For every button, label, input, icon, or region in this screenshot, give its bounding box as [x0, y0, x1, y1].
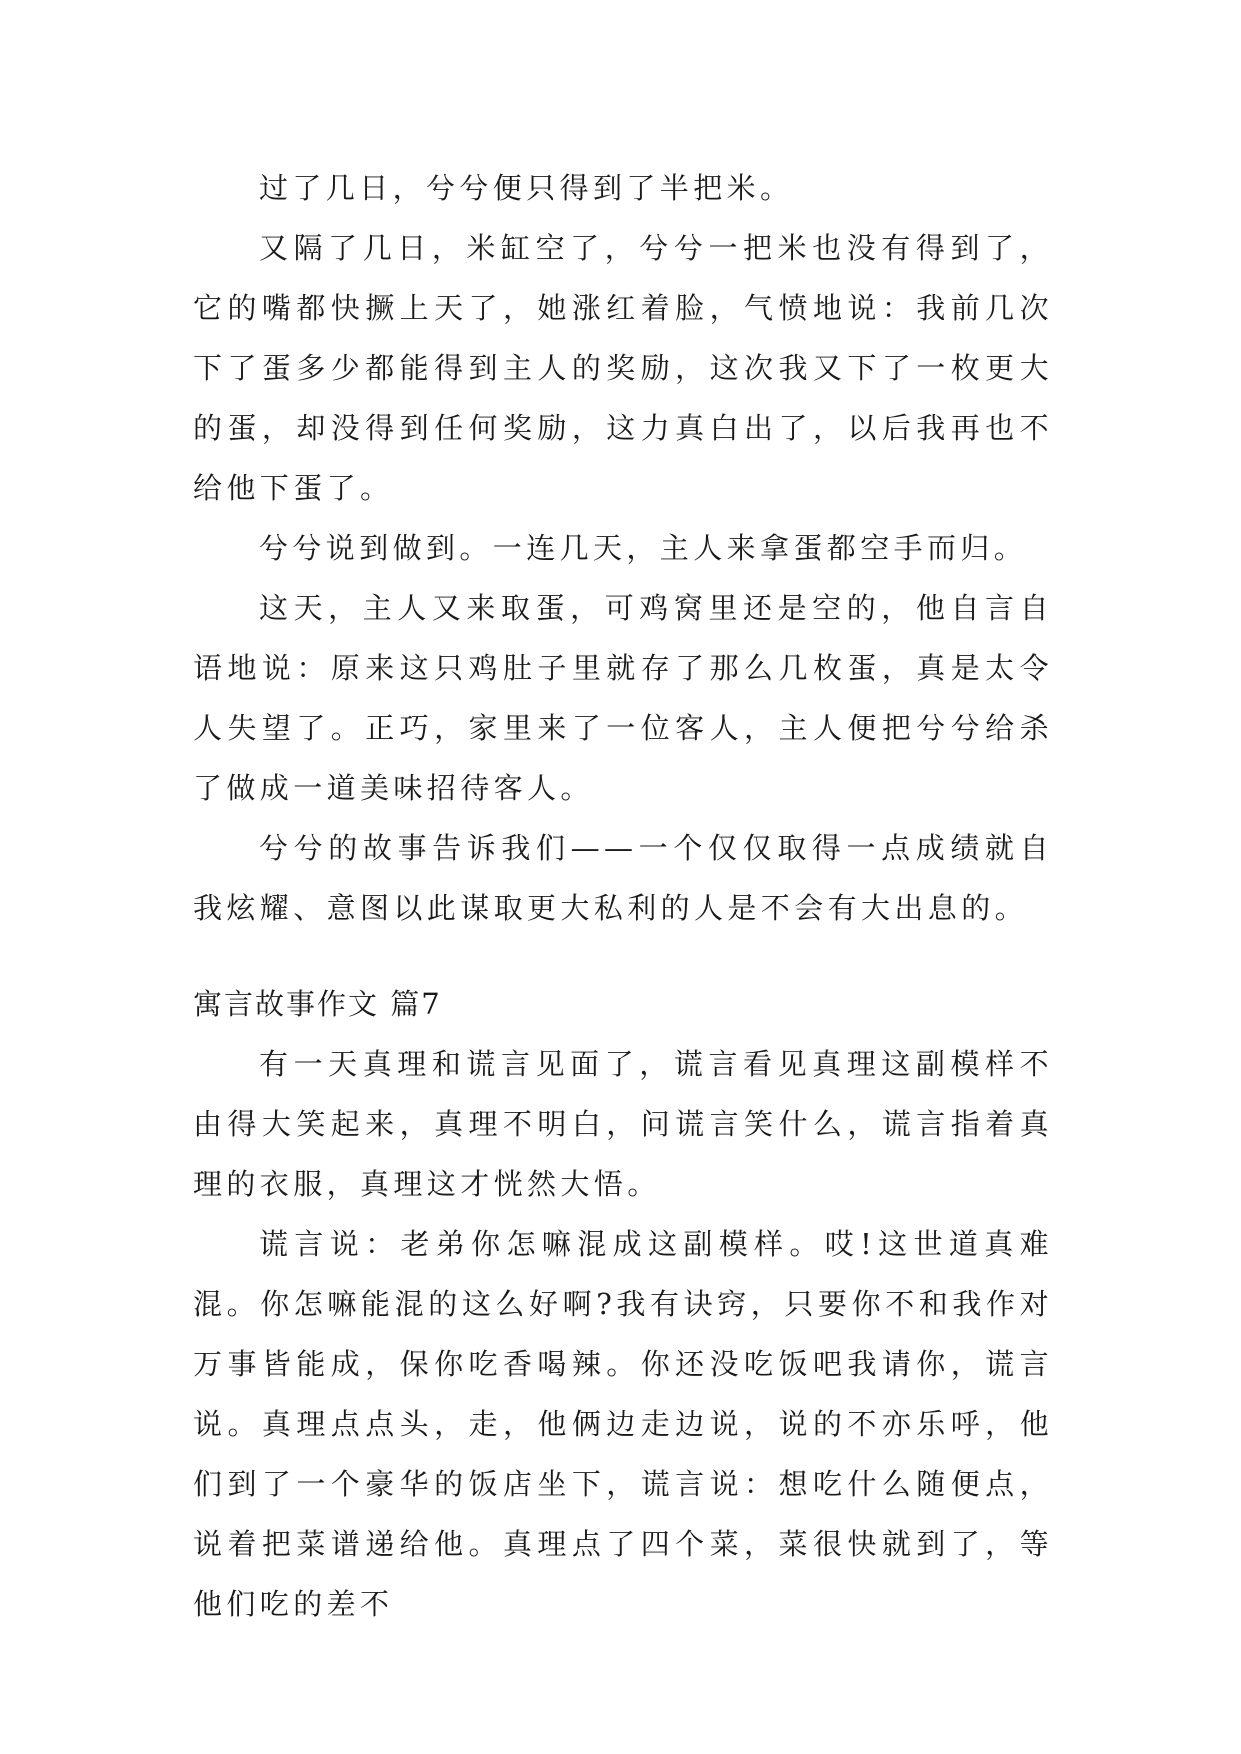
document-body: [193, 158, 1053, 1634]
paragraph: 有一天真理和谎言见面了，谎言看见真理这副模样不由得大笑起来，真理不明白，问谎言笑什么，谎言指着真理的衣服，真理这才恍然大悟。: [193, 1047, 1053, 1201]
paragraph: 兮兮说到做到。一连几天，主人来拿蛋都空手而归。: [259, 531, 1028, 565]
paragraph: 兮兮的故事告诉我们——一个仅仅取得一点成绩就自我炫耀、意图以此谋取更大私利的人是不会有大出息的。: [193, 831, 1053, 925]
section-heading: 寓言故事作文 篇7: [193, 987, 442, 1021]
paragraph: 又隔了几日，米缸空了，兮兮一把米也没有得到了，它的嘴都快撅上天了，她涨红着脸，气愤地说：我前几次下了蛋多少都能得到主人的奖励，这次我又下了一枚更大的蛋，却没得到任何奖励，这力真白出了，以后我再也不给他下蛋了。: [193, 231, 1053, 505]
paragraph: 谎言说：老弟你怎嘛混成这副模样。哎!这世道真难混。你怎嘛能混的这么好啊?我有诀窍，只要你不和我作对万事皆能成，保你吃香喝辣。你还没吃饭吧我请你，谎言说。真理点点头，走，他俩边走边说，说的不亦乐呼，他们到了一个豪华的饭店坐下，谎言说：想吃什么随便点，说着把菜谱递给他。真理点了四个菜，菜很快就到了，等他们吃的差不: [193, 1227, 1053, 1621]
paragraph: 这天，主人又来取蛋，可鸡窝里还是空的，他自言自语地说：原来这只鸡肚子里就存了那么几枚蛋，真是太令人失望了。正巧，家里来了一位客人，主人便把兮兮给杀了做成一道美味招待客人。: [193, 591, 1053, 805]
paragraph: 过了几日，兮兮便只得到了半把米。: [259, 171, 794, 205]
